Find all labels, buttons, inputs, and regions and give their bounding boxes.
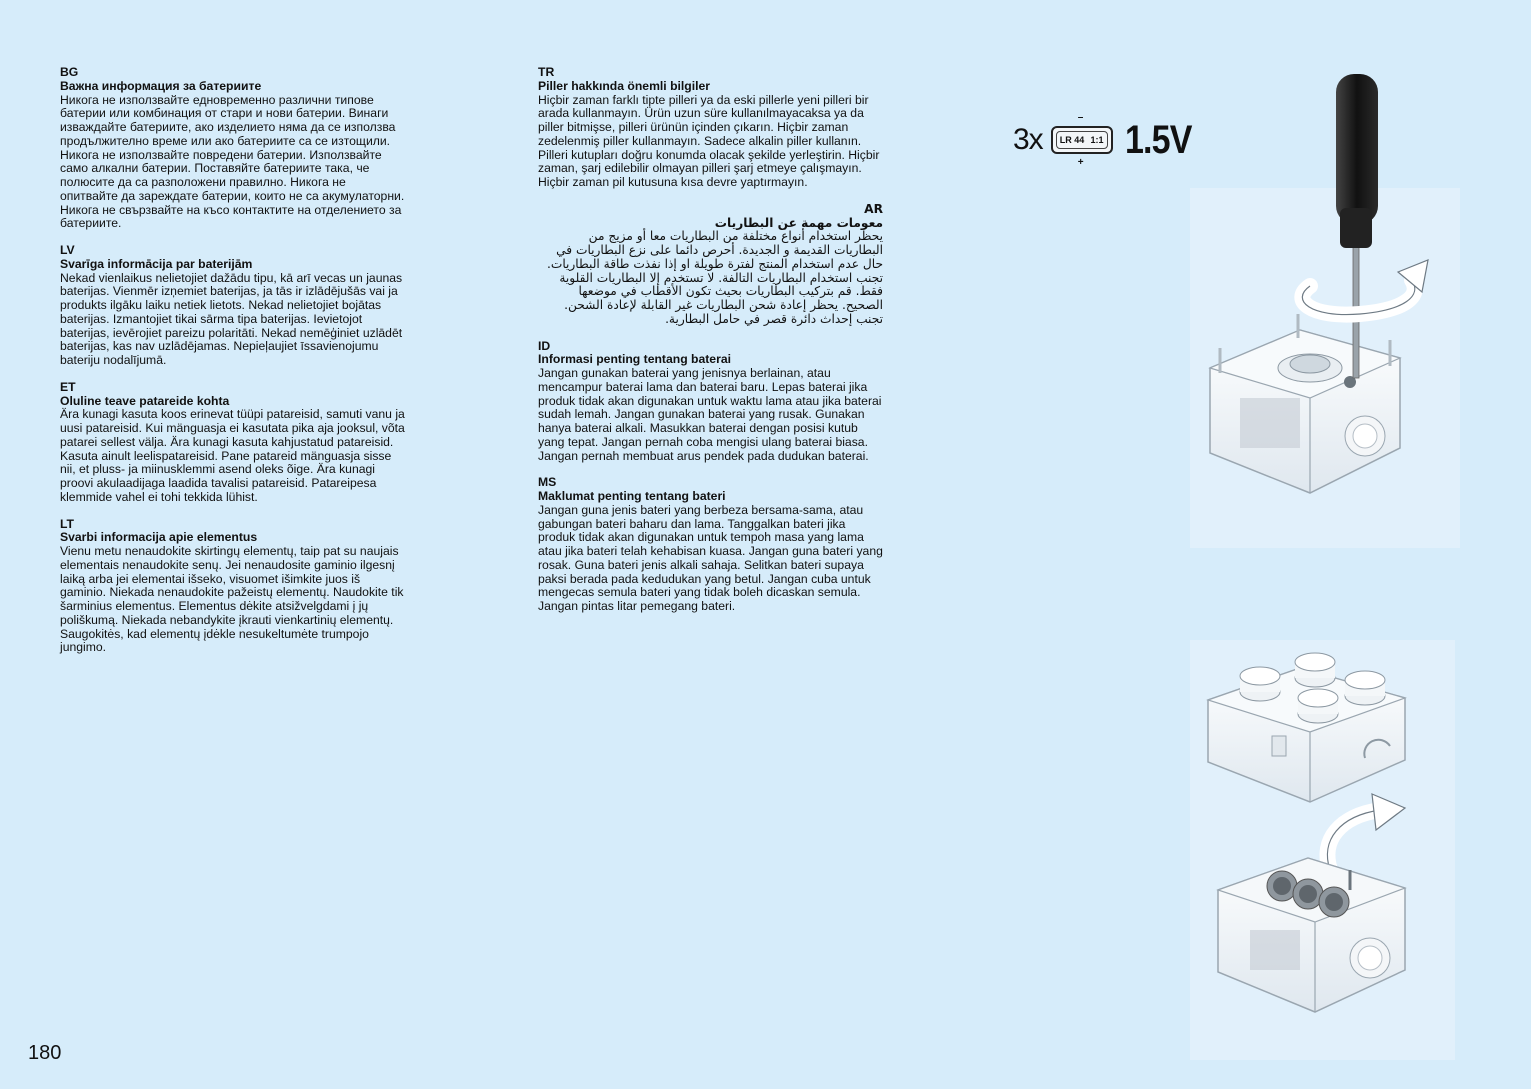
section-ms xyxy=(538,476,883,614)
section-title: Svarīga informācija par baterijām xyxy=(60,256,253,271)
section-id xyxy=(538,340,883,464)
section-et xyxy=(60,381,405,505)
section-body: Vienu metu nenaudokite skirtingų elementų, taip pat su naujais elementais nenaudokite senų. Jei nenaudosite gaminio ilgesnį laiką arba jei elementai išseko, visuomet išimkite juos iš gaminio. Niekada nenaudokite pažeistų elementų. Naudokite tik šarminius elementus. Elementus dėkite atsižvelgdami į jų poliškumą. Niekada nebandykite įkrauti vienkartinių elementų. Saugokitės, kad elementų įdėkle nesukeltumėte trumpojo jungimo. xyxy=(60,544,404,655)
section-code: AR xyxy=(864,201,883,216)
section-lv xyxy=(60,244,405,368)
section-code: LT xyxy=(60,516,74,531)
section-code: BG xyxy=(60,65,79,79)
section-code: ID xyxy=(538,338,551,353)
section-body: Ära kunagi kasuta koos erinevat tüüpi patareisid, samuti vanu ja uusi patareisid. Kui mänguasja ei kasutata pika aja jooksul, võta patarei sellest välja. Ära kunagi kasuta kahjustatud patareisid. Kasuta ainult leelispatareisid. Pane patareid mänguasja sisse nii, et pluss- ja miinusklemmi asend oleks õige. Ära kunagi proovi akulaadijaga laadida tavalisi patareisid. Patareipesa klemmide vahel ei tohi tekkida lühist. xyxy=(60,407,405,504)
section-body: Jangan guna jenis bateri yang berbeza bersama-sama, atau gabungan bateri baharu dan lama. Tanggalkan bateri jika produk tidak akan digunakan untuk tempoh masa yang lama atau jika bateri telah kehabisan kuasa. Jangan guna bateri yang rosak. Guna bateri jenis alkali sahaja. Selitkan bateri supaya paksi berada pada kedudukan yang betul. Jangan cuba untuk mengecas semula bateri yang tidak boleh dicaskan semula. Jangan pintas litar pemegang bateri. xyxy=(538,502,883,613)
battery-spec xyxy=(1013,112,1203,168)
battery-icon xyxy=(1051,112,1113,168)
section-ar xyxy=(538,203,883,327)
section-title: Svarbi informacija apie elementus xyxy=(60,530,258,545)
battery-ratio: 1:1 xyxy=(1090,135,1104,145)
section-title: Informasi penting tentang baterai xyxy=(538,352,731,367)
open-box-illustration xyxy=(1190,640,1460,1060)
battery-quantity: 3x xyxy=(1013,123,1043,156)
section-tr xyxy=(538,66,883,190)
section-code: LV xyxy=(60,243,75,257)
battery-plus: + xyxy=(1077,157,1084,168)
section-title: Maklumat penting tentang bateri xyxy=(538,489,726,503)
section-code: TR xyxy=(538,65,555,79)
section-title: Oluline teave patareide kohta xyxy=(60,393,230,408)
section-code: MS xyxy=(538,475,557,490)
battery-voltage: 1.5V xyxy=(1124,117,1192,162)
page-number: 180 xyxy=(28,1042,62,1064)
section-body: Jangan gunakan baterai yang jenisnya berlainan, atau mencampur baterai lama dan baterai baru. Lepas baterai jika produk tidak akan digunakan untuk waktu lama atau jika baterai sudah lemah. Jangan gunakan baterai yang rusak. Gunakan hanya baterai alkali. Masukkan baterai dengan posisi kutub yang tepat. Jangan pernah coba mengisi ulang baterai biasa. Jangan pernah membuat arus pendek pada dudukan baterai. xyxy=(538,366,882,463)
section-body: Hiçbir zaman farklı tipte pilleri ya da eski pillerle yeni pilleri bir arada kullanmayın. Ürün uzun süre kullanılmayacaksa ya da piller bitmişse, pilleri ürünün içinden çıkarın. Hiçbir zaman zedelenmiş piller kullanmayın. Sadece alkalin piller kullanın. Pilleri kutupları doğru konumda olacak şekilde yerleştirin. Hiçbir zaman, şarj edilebilir olmayan pilleri şarj etmeye çalışmayın. Hiçbir zaman pil kutusuna kısa devre yaptırmayın. xyxy=(538,92,880,189)
section-title: معومات مهمة عن البطاريات xyxy=(714,215,883,230)
battery-minus: – xyxy=(1077,112,1084,123)
middle-column xyxy=(538,66,883,627)
screwdriver-box-illustration xyxy=(1190,68,1470,548)
section-code: ET xyxy=(60,379,76,394)
section-bg xyxy=(60,66,405,231)
section-title: Важна информация за батериите xyxy=(60,78,262,93)
section-lt xyxy=(60,518,405,656)
section-title: Piller hakkında önemli bilgiler xyxy=(538,78,711,93)
battery-label: LR 44 xyxy=(1059,135,1085,145)
section-body: Nekad vienlaikus nelietojiet dažādu tipu, kā arī vecas un jaunas baterijas. Vienmēr izņemiet baterijas, ja tās ir izlādējušās vai ja produkts ilgāku laiku netiek lietots. Nekad nelietojiet bojātas baterijas. Izmantojiet tikai sārma tipa baterijas. Ievietojot baterijas, ievērojiet pareizu polaritāti. Nekad nemēģiniet uzlādēt baterijas, kas nav uzlādējamas. Nepieļaujiet īssavienojumu bateriju nodalījumā. xyxy=(60,270,403,367)
section-body: يحظر استخدام أنواع مختلفة من البطاريات معا أو مزيج من البطاريات القديمة و الجديدة. أحرص دائما على نزع البطاريات في حال عدم استخدام المنتج لفترة طويلة او إذا نفذت طاقة البطاريات. تجنب استخدام البطاريات التالفة. لا تستخدم إلا البطاريات القلوية فقط. قم بتركيب البطاريات بحيث تكون الأقطاب في موضعها الصحيح. يحظر إعادة شحن البطاريات غير القابلة لإعادة الشحن. تجنب إحداث دائرة قصر في حامل البطارية. xyxy=(546,229,883,326)
left-column xyxy=(60,66,405,668)
section-body: Никога не използвайте едновременно различни типове батерии или комбинация от стари и нови батерии. Винаги изваждайте батериите, ако изделието няма да се използва продължително време или ако батериите са се изтощили. Никога не използвайте повредени батерии. Използвайте само алкални батерии. Поставяйте батериите така, че полюсите да са разположени правилно. Никога не опитвайте да зареждате батерии, които не са акумулаторни. Никога не свързвайте на късо контактите на отделението за батериите. xyxy=(60,92,405,231)
screwdriver-icon xyxy=(1336,74,1378,248)
